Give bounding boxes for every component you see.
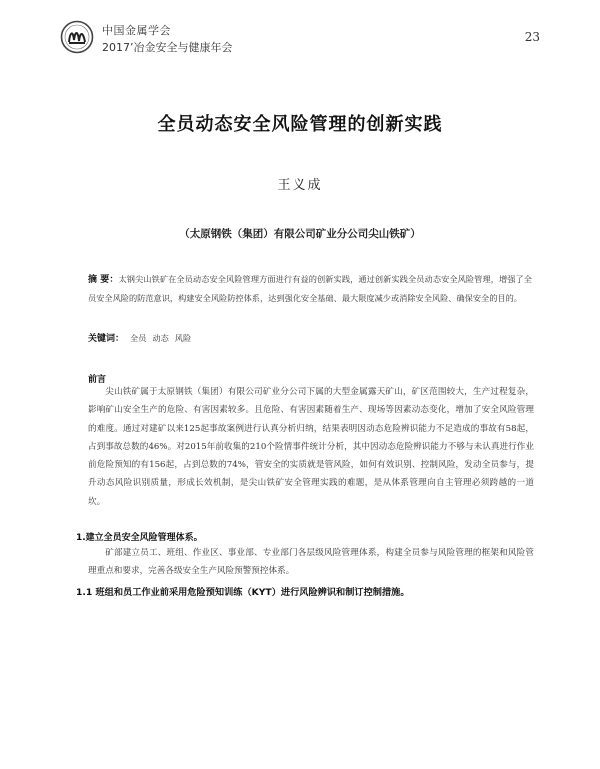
- keyword: 动态: [152, 333, 169, 343]
- abstract-label: 摘 要：: [88, 275, 119, 285]
- keyword: 风险: [174, 333, 192, 343]
- abstract-text: 太钢尖山铁矿在全员动态安全风险管理方面进行有益的创新实践，通过创新实践全员动态安全风险管理，增强了全员安全风险的防范意识，构建安全风险防控体系，达到强化安全基础、最大限度减少或消除安全风险、确保安全的目的。: [88, 274, 532, 303]
- section-1-1-heading: 1.1 班组和员工作业前采用危险预知训练（KYT）进行风险辨识和制订控制措施。: [76, 587, 410, 598]
- preface-heading: 前言: [88, 375, 107, 385]
- section-1-heading: 1.建立全员安全风险管理体系。: [76, 533, 203, 543]
- society-logo: [60, 20, 94, 54]
- preface-paragraph: 尖山铁矿属于太原钢铁（集团）有限公司矿业分公司下属的大型金属露天矿山，矿区范围较大，生产过程复杂，影响矿山安全生产的危险、有害因素较多。且危险、有害因素随着生产、现场等因素动态变化，增加了安全风险管理的难度。通过对建矿以来125起事故案例进行认真分析归纳，结果表明因动态危险辨识能力不足造成的事故有58起，占到事故总数的46%。对2015年前收集的210个险情事件统计分析，其中因动态危险辨识能力不够与未认真进行作业前危险预知的有156起，占到总数的74%，管安全的实质就是管风险，如何有效识别、控制风险，发动全员参与，提升动态风险识别质量，形成长效机制，是尖山铁矿安全管理实践的难题，是从体系管理向自主管理必须跨越的一道坎。: [88, 387, 534, 507]
- keywords-label: 关键词：: [88, 334, 125, 344]
- page-number: 23: [524, 30, 540, 44]
- page-header: [60, 20, 540, 60]
- section-1-paragraph: 矿部建立员工、班组、作业区、事业部、专业部门各层级风险管理体系，构建全员参与风险管理的框架和风险管理重点和要求，完善各级安全生产风险预警预控体系。: [88, 548, 534, 577]
- conference-name: 2017’冶金安全与健康年会: [102, 41, 233, 54]
- keyword: 全员: [130, 333, 147, 343]
- paper-title: 全员动态安全风险管理的创新实践: [157, 114, 443, 135]
- society-name: 中国金属学会: [102, 24, 171, 37]
- keywords: [88, 331, 532, 344]
- author-affiliation: （太原钢铁（集团）有限公司矿业分公司尖山铁矿）: [179, 228, 421, 240]
- author-name: 王义成: [277, 178, 323, 193]
- abstract: [88, 270, 532, 307]
